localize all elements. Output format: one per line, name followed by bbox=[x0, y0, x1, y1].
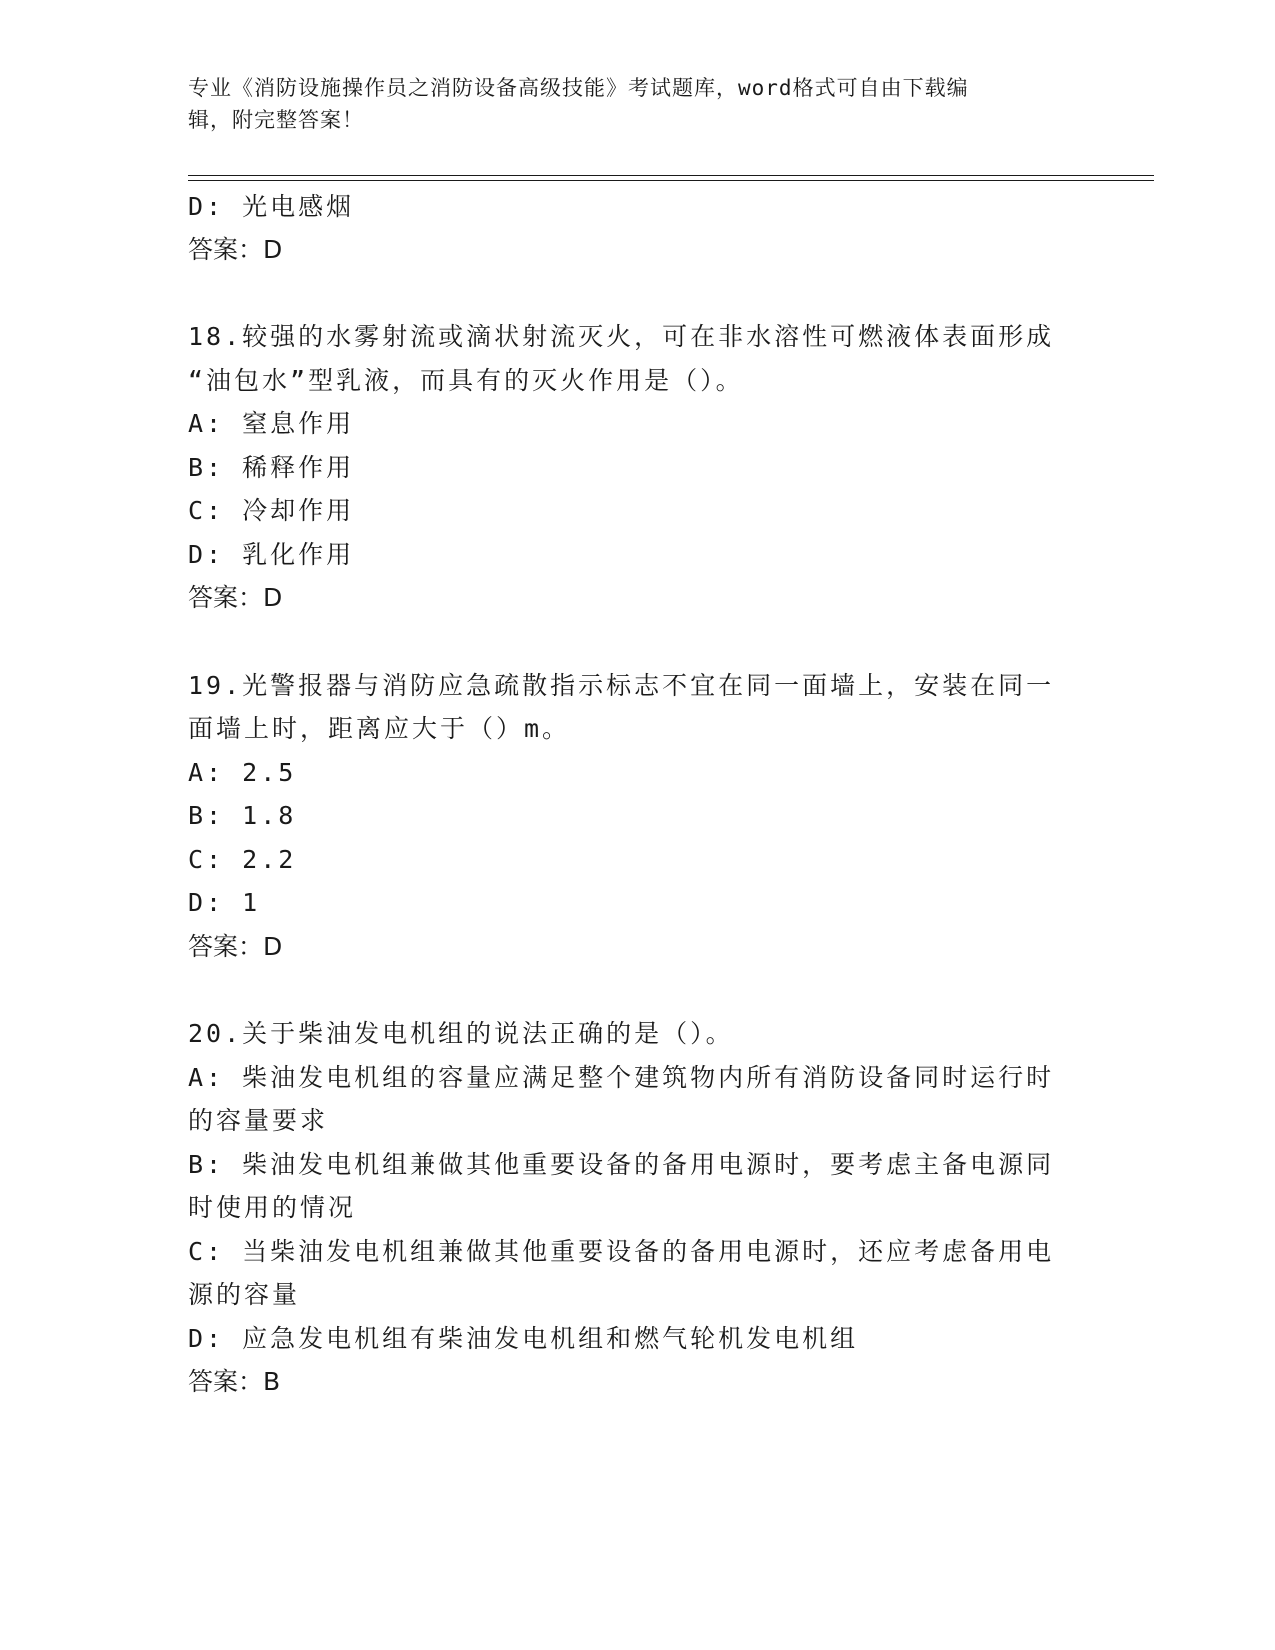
header-line-2: 辑，附完整答案！ bbox=[188, 108, 364, 132]
q19-answer: 答案：D bbox=[188, 932, 283, 961]
q17-answer: 答案：D bbox=[188, 235, 283, 264]
q20-option-d: D: 应急发电机组有柴油发电机组和燃气轮机发电机组 bbox=[188, 1324, 859, 1353]
header-line-1: 专业《消防设施操作员之消防设备高级技能》考试题库，word格式可自由下载编 bbox=[188, 76, 969, 100]
q19-stem-line-1: 19.光警报器与消防应急疏散指示标志不宜在同一面墙上，安装在同一 bbox=[188, 671, 1055, 700]
q20-option-c-line-2: 源的容量 bbox=[188, 1280, 301, 1309]
q20-option-a-line-2: 的容量要求 bbox=[188, 1106, 329, 1135]
q19-option-a: A: 2.5 bbox=[188, 758, 297, 787]
q18-option-b: B: 稀释作用 bbox=[188, 453, 355, 482]
q19-option-d: D: 1 bbox=[188, 888, 261, 917]
q20-option-b-line-2: 时使用的情况 bbox=[188, 1193, 357, 1222]
q20-option-a-line-1: A: 柴油发电机组的容量应满足整个建筑物内所有消防设备同时运行时 bbox=[188, 1063, 1055, 1092]
q18-stem-line-1: 18.较强的水雾射流或滴状射流灭火，可在非水溶性可燃液体表面形成 bbox=[188, 322, 1055, 351]
q18-stem-line-2: “油包水”型乳液，而具有的灭火作用是（）。 bbox=[188, 366, 744, 395]
q20-option-b-line-1: B: 柴油发电机组兼做其他重要设备的备用电源时，要考虑主备电源同 bbox=[188, 1150, 1055, 1179]
q18-option-d: D: 乳化作用 bbox=[188, 540, 355, 569]
q20-stem: 20.关于柴油发电机组的说法正确的是（）。 bbox=[188, 1019, 734, 1048]
q17-option-d: D: 光电感烟 bbox=[188, 192, 355, 221]
q19-stem-line-2: 面墙上时，距离应大于（）m。 bbox=[188, 714, 571, 743]
q19-option-c: C: 2.2 bbox=[188, 845, 297, 874]
q20-option-c-line-1: C: 当柴油发电机组兼做其他重要设备的备用电源时，还应考虑备用电 bbox=[188, 1237, 1055, 1266]
q19-option-b: B: 1.8 bbox=[188, 801, 297, 830]
header-divider-bottom bbox=[188, 180, 1154, 181]
q18-option-a: A: 窒息作用 bbox=[188, 409, 355, 438]
q20-answer: 答案：B bbox=[188, 1367, 281, 1396]
q18-option-c: C: 冷却作用 bbox=[188, 496, 355, 525]
header-divider-top bbox=[188, 175, 1154, 176]
q18-answer: 答案：D bbox=[188, 583, 283, 612]
document-header bbox=[188, 72, 1068, 136]
